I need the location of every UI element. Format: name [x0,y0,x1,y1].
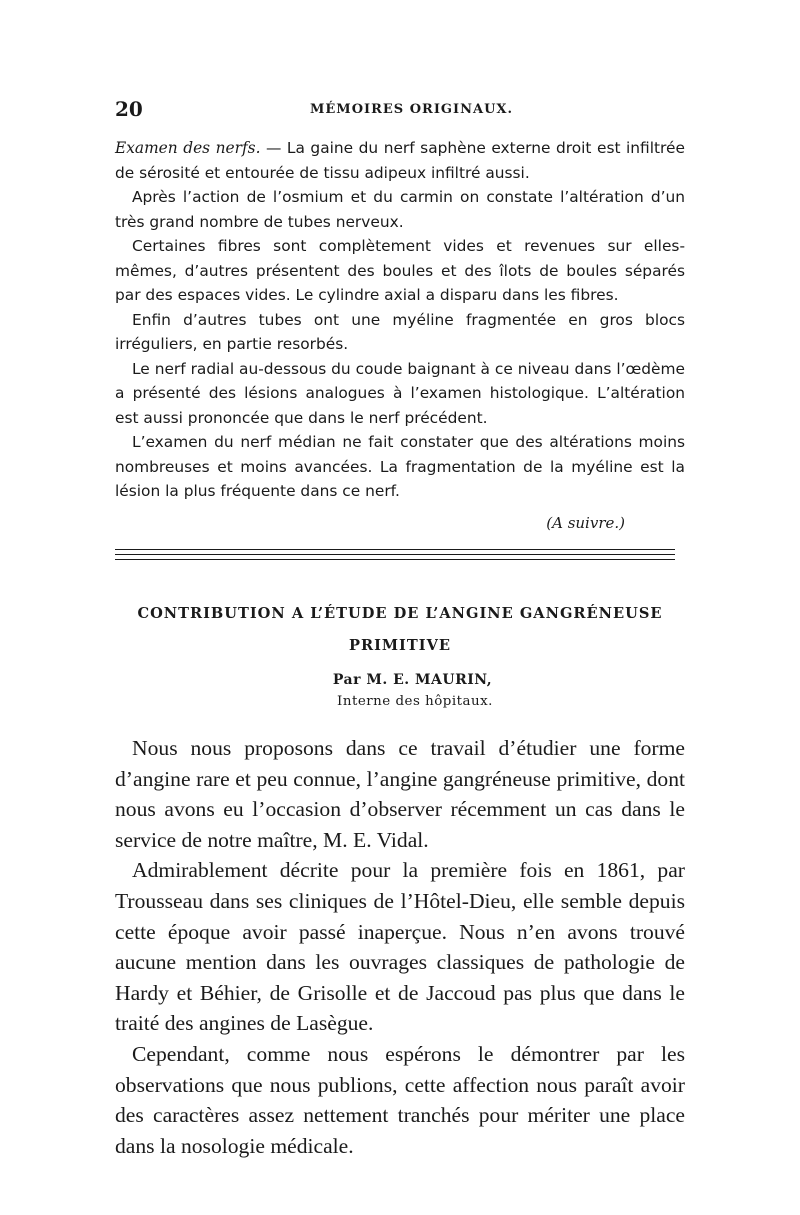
divider-rule [115,554,675,555]
page-number: 20 [115,97,143,121]
paragraph: Nous nous proposons dans ce travail d’étudier une forme d’angine rare et peu connue, l’angine gangréneuse primitive, dont nous avons eu l’occasion d’observer récemment un cas dans le service de notre maître, M. E. Vidal. [115,736,685,852]
paragraph-text: — La gaine du nerf saphène externe droit est infiltrée de sérosité et entourée de tissu adipeux infiltré aussi. [115,139,685,182]
paragraph: Cependant, comme nous espérons le démontrer par les observations que nous publions, cette affection nous paraît avoir des caractères assez nettement tranchés pour mériter une place dans la nosologie médicale. [115,1041,685,1158]
article-body [115,733,685,1161]
previous-article-ending [115,136,685,532]
title-line: PRIMITIVE [348,637,452,654]
author-role: Interne des hôpitaux. [337,694,493,709]
paragraph: Après l’action de l’osmium et du carmin on constate l’altération d’un très grand nombre de tubes nerveux. [115,188,685,231]
section-divider [115,549,675,564]
running-head [115,97,685,121]
article-title [115,598,685,662]
title-line: CONTRIBUTION A L’ÉTUDE DE L’ANGINE GANGRÉNEUSE [137,605,663,622]
to-be-continued: (A suivre.) [546,513,625,532]
divider-rule [115,549,675,550]
paragraph: Certaines fibres sont complètement vides et revenues sur elles-mêmes, d’autres présentent des boules et des îlots de boules séparés par des espaces vides. Le cylindre axial a disparu dans les fibres. [115,237,685,304]
paragraph: Le nerf radial au-dessous du coude baignant à ce niveau dans l’œdème a présenté des lésions analogues à l’examen histologique. L’altération est aussi prononcée que dans le nerf précédent. [115,359,685,427]
paragraph-lead: Examen des nerfs. [115,139,261,157]
running-title: MÉMOIRES ORIGINAUX. [310,102,514,117]
paragraph: Enfin d’autres tubes ont une myéline fragmentée en gros blocs irréguliers, en partie resorbés. [115,310,685,353]
author-name: Par M. E. MAURIN, [332,672,493,688]
paragraph [115,136,685,185]
divider-rule [115,559,675,560]
byline [115,670,685,712]
paragraph: L’examen du nerf médian ne fait constater que des altérations moins nombreuses et moins avancées. La fragmentation de la myéline est la lésion la plus fréquente dans ce nerf. [115,433,685,500]
paragraph: Admirablement décrite pour la première fois en 1861, par Trousseau dans ses cliniques de l’Hôtel-Dieu, elle semble depuis cette époque avoir passé inaperçue. Nous n’en avons trouvé aucune mention dans les ouvrages classiques de pathologie de Hardy et Béhier, de Grisolle et de Jaccoud pas plus que dans le traité des angines de Lasègue. [115,858,685,1036]
